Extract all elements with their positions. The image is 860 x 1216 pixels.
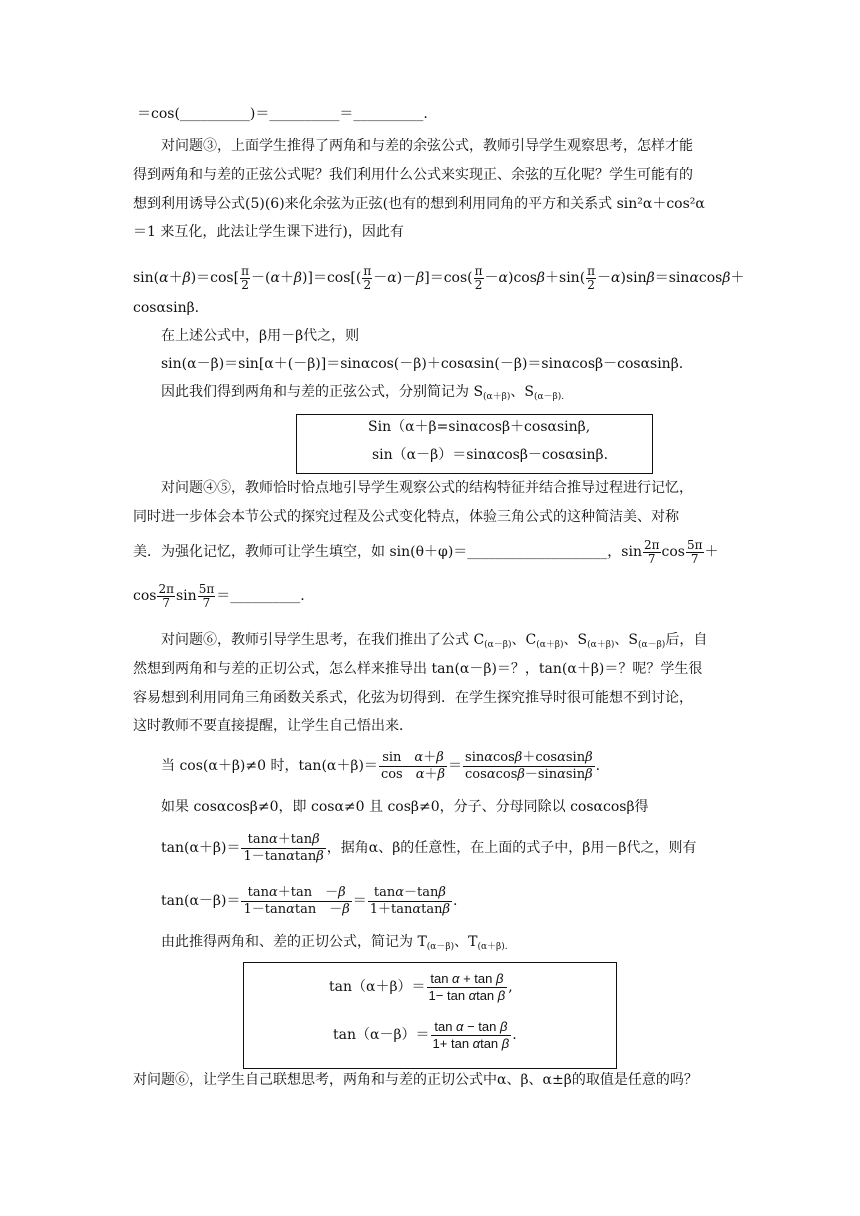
sin-box-line-2: sin（α－β）＝sinαcosβ－cosαsinβ. <box>372 447 609 463</box>
tan-sum-after-text: ，据角α、β的任意性，在上面的式子中，β用－β代之，则有 <box>326 840 697 856</box>
paragraph-problem-3-line-1: 对问题③，上面学生推得了两角和与差的余弦公式，教师引导学生观察思考，怎样才能 <box>161 138 693 154</box>
problem-6-intro-end: 后，自 <box>665 632 708 648</box>
paragraph-problem-3-line-4: ＝1 来互化，此法让学生课下进行)，因此有 <box>133 224 404 240</box>
tan-sum-lhs: tan(α＋β)＝ <box>161 840 241 856</box>
sin-box-line-1: Sin（α＋β=sinαcosβ＋cosαsinβ, <box>368 419 591 435</box>
tan-box-sum-lhs: tan（α＋β）＝ <box>329 979 426 995</box>
fill-blank-answer: ＝__________. <box>216 588 305 604</box>
tan-sum-formula-line: tan(α＋β)＝ $\frac{\tan\alpha+\tan\beta}{1-\tan\alpha\tan\beta}$ ，据角α、β的任意性，在上面的式子中，β用－β代之，则有 <box>161 831 697 864</box>
paragraph-problem-6-line-2: 然想到两角和与差的正切公式，怎么样来推导出 tan(α－β)＝？，tan(α＋β)＝？呢？学生很 <box>133 661 703 677</box>
paragraph-problem-6-line-4: 这时教师不要直接提醒，让学生自己悟出来． <box>133 718 413 734</box>
sin-summary-text: 因此我们得到两角和与差的正弦公式，分别简记为 $S_{(\alpha+\beta)}$、$S_{(\alpha-\beta).}$ <box>161 384 565 402</box>
paragraph-problem-45-line-3: 美．为强化记忆，教师可让学生填空，如 sin(θ＋φ)＝____________________，sin $\frac{2\pi}{7}$ cos $\frac{5\pi}{7}$ ＋ <box>133 537 719 566</box>
replace-beta-text: 在上述公式中，β用－β代之，则 <box>161 328 360 344</box>
tan-summary-label: 由此推得两角和、差的正切公式，简记为 T <box>161 934 427 950</box>
tan-condition-text: 当 cos(α＋β)≠0 时，tan(α＋β)＝ <box>161 758 378 774</box>
divide-condition-text: 如果 cosαcosβ≠0，即 cosα≠0 且 cosβ≠0，分子、分母同除以 cosαcosβ得 <box>161 799 649 815</box>
paragraph-problem-6-line-1: 对问题⑥，教师引导学生思考，在我们推出了公式 $C_{(\alpha-\beta)}$、$C_{(\alpha+\beta)}$、$S_{(\alpha+\beta)}$、$S_{(\alpha-\beta)}$后，自 <box>161 632 708 650</box>
paragraph-problem-45-line-2: 同时进一步体会本节公式的探究过程及公式变化特点，体验三角公式的这种简洁美、对称 <box>133 509 679 525</box>
problem-6-intro: 对问题⑥，教师引导学生思考，在我们推出了公式 C <box>161 632 485 648</box>
final-question: 对问题⑥，让学生自己联想思考，两角和与差的正切公式中α、β、α±β的取值是任意的吗？ <box>133 1072 698 1088</box>
tan-box-diff: tan（α－β）＝ $\frac{\text{tan α − tan β}}{\text{1+ tan αtan β}}$ . <box>333 1018 517 1051</box>
sin-sum-derivation-end: cosαsinβ. <box>133 300 200 316</box>
paragraph-problem-45-line-1: 对问题④⑤，教师恰时恰点地引导学生观察公式的结构特征并结合推导过程进行记忆， <box>161 480 693 496</box>
fill-blank-sin-text: 美．为强化记忆，教师可让学生填空，如 sin(θ＋φ)＝____________________， <box>133 544 622 560</box>
paragraph-problem-3-line-3: 想到利用诱导公式(5)(6)来化余弦为正弦(也有的想到利用同角的平方和关系式 sin²α＋cos²α <box>133 196 705 212</box>
tan-box-diff-lhs: tan（α－β）＝ <box>333 1027 430 1043</box>
fill-blank-cos-line: ＝cos(__________)＝__________＝__________. <box>137 106 428 122</box>
tan-box-sum: tan（α＋β）＝ $\frac{\text{tan α + tan β}}{\text{1− tan αtan β}}$ , <box>329 970 513 1003</box>
sin-summary-label: 因此我们得到两角和与差的正弦公式，分别简记为 S <box>161 384 484 400</box>
tan-sum-condition: 当 cos(α＋β)≠0 时，tan(α＋β)＝ $\frac{\text{sin α＋β}}{\text{cos α＋β}}$ ＝ $\frac{\sin\alpha\cos\beta+\cos\alpha\sin\beta}{\cos\alpha\cos\beta-\sin\alpha\sin\beta}$ . <box>161 749 601 782</box>
sin-sum-derivation: sin(α＋β)＝cos[ $\frac{\pi}{2}$ －(α＋β)]＝cos[( $\frac{\pi}{2}$ －α)－β]＝cos( $\frac{\pi}{2}$ －α)cosβ＋sin( $\frac{\pi}{2}$ －α)sinβ＝sinαcosβ＋ <box>133 263 745 292</box>
paragraph-problem-3-line-2: 得到两角和与差的正弦公式呢？我们利用什么公式来实现正、余弦的互化呢？学生可能有的 <box>133 167 693 183</box>
tan-diff-formula-line: tan(α－β)＝ $\frac{\tan\alpha+\tan -\beta}{1-\tan\alpha\tan -\beta}$ ＝ $\frac{\tan\alpha-\tan\beta}{1+\tan\alpha\tan\beta}$ . <box>161 884 458 917</box>
paragraph-problem-45-line-4: cos $\frac{2\pi}{7}$ sin $\frac{5\pi}{7}$ ＝__________. <box>133 581 305 610</box>
sin-diff-derivation: sin(α－β)＝sin[α＋(－β)]＝sinαcos(－β)＋cosαsin(－β)＝sinαcosβ－cosαsinβ. <box>161 356 684 372</box>
tan-summary-text: 由此推得两角和、差的正切公式，简记为 $T_{(\alpha-\beta)}$、$T_{(\alpha+\beta).}$ <box>161 934 508 952</box>
paragraph-problem-6-line-3: 容易想到利用同角三角函数关系式，化弦为切得到．在学生探究推导时很可能想不到讨论， <box>133 690 693 706</box>
tan-diff-lhs: tan(α－β)＝ <box>161 893 241 909</box>
